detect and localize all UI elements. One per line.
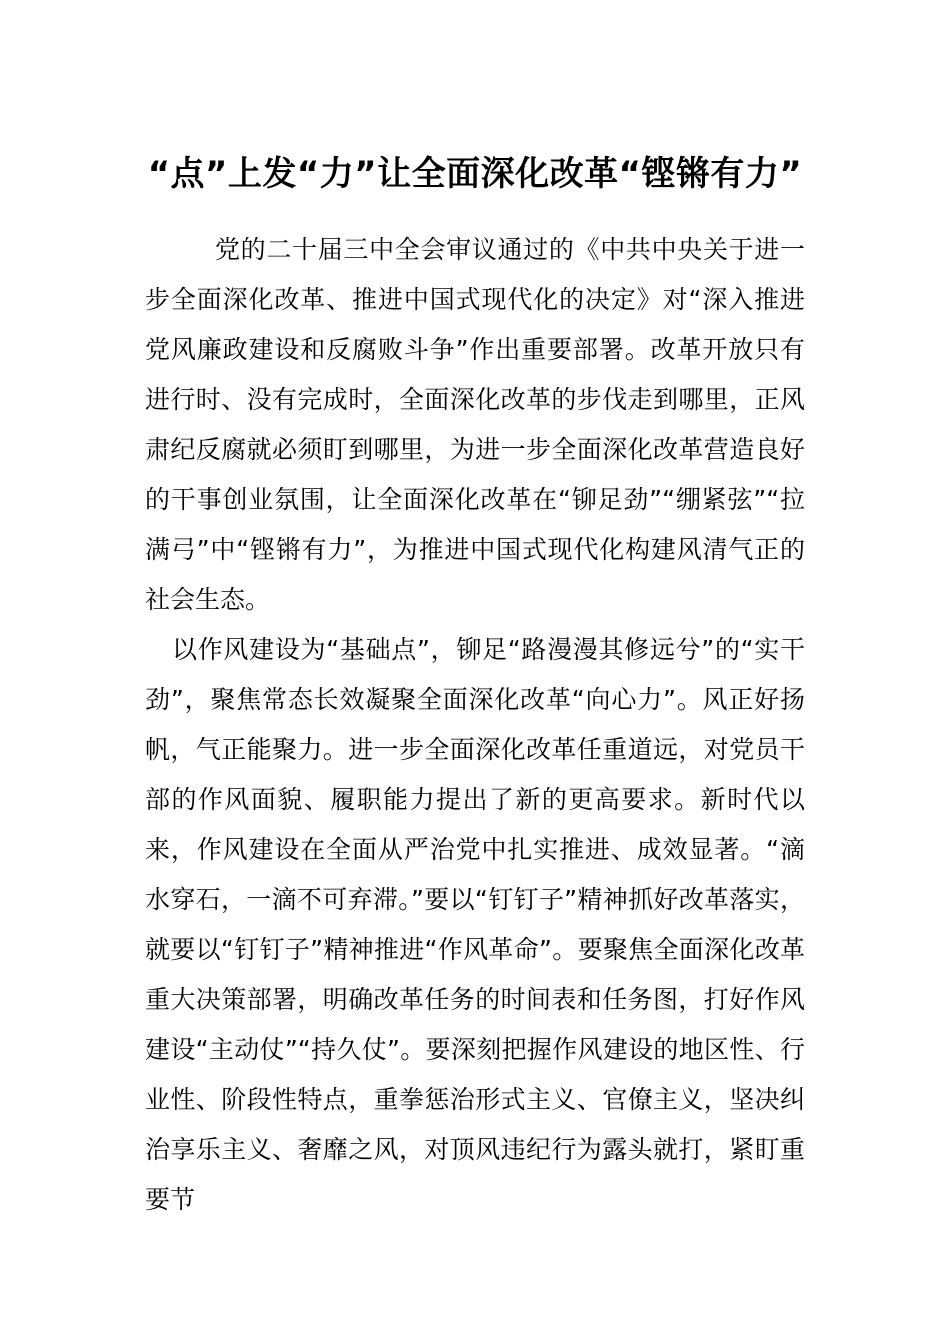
document-title: “点”上发“力”让全面深化改革“铿锵有力” [147, 153, 803, 194]
paragraph-1: 党的二十届三中全会审议通过的《中共中央关于进一步全面深化改革、推进中国式现代化的决定》对“深入推进党风廉政建设和反腐败斗争”作出重要部署。改革开放只有进行时、没有完成时，全面深化改革的步伐走到哪里，正风肃纪反腐就必须盯到哪里，为进一步全面深化改革营造良好的干事创业氛围，让全面深化改革在“铆足劲”“绷紧弦”“拉满弓”中“铿锵有力”，为推进中国式现代化构建风清气正的社会生态。 [145, 235, 805, 614]
paragraph-2: 以作风建设为“基础点”，铆足“路漫漫其修远兮”的“实干劲”，聚焦常态长效凝聚全面深化改革“向心力”。风正好扬帆，气正能聚力。进一步全面深化改革任重道远，对党员干部的作风面貌、履职能力提出了新的更高要求。新时代以来，作风建设在全面从严治党中扎实推进、成效显著。“滴水穿石，一滴不可弃滞。”要以“钉钉子”精神抓好改革落实，就要以“钉钉子”精神推进“作风革命”。要聚焦全面深化改革重大决策部署，明确改革任务的时间表和任务图，打好作风建设“主动仗”“持久仗”。要深刻把握作风建设的地区性、行业性、阶段性特点，重拳惩治形式主义、官僚主义，坚决纠治享乐主义、奢靡之风，对顶风违纪行为露头就打，紧盯重要节 [145, 635, 805, 1214]
